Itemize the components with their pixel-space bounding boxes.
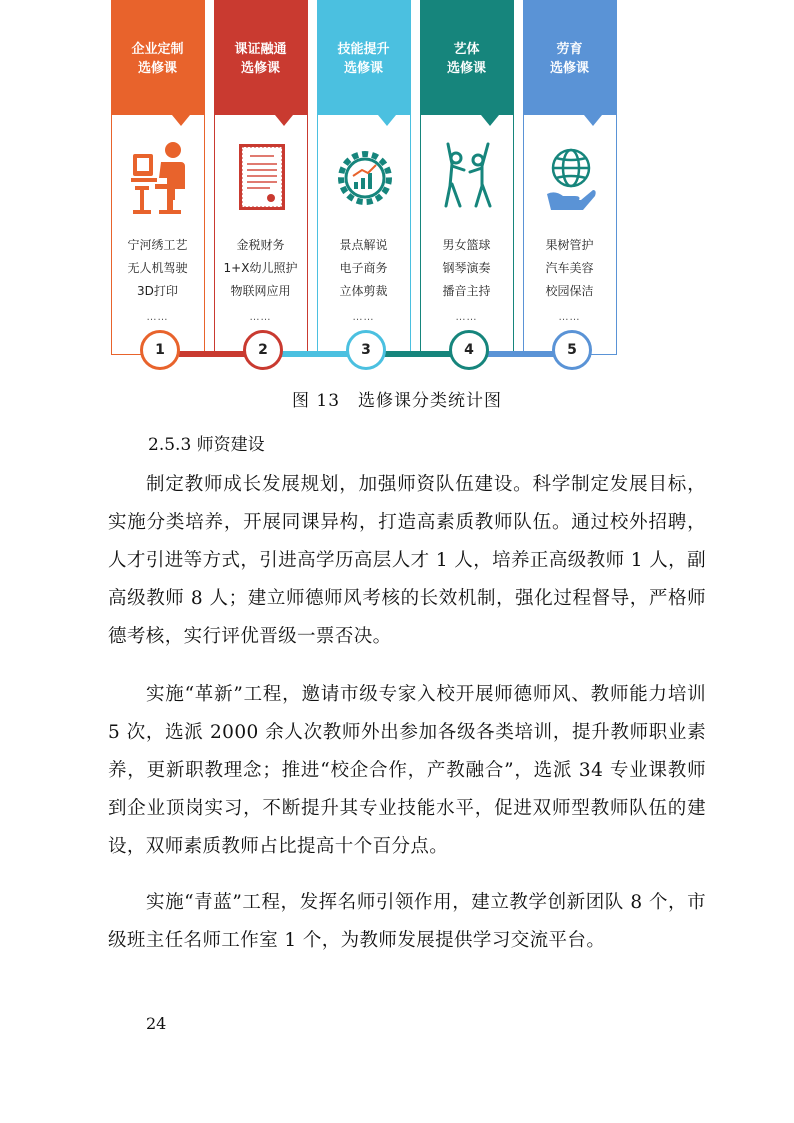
course-number-timeline (111, 330, 617, 380)
certificate-document-icon (232, 140, 292, 222)
card-notch (481, 115, 499, 126)
list-item: 播音主持 (442, 284, 491, 298)
section-heading: 2.5.3 师资建设 (148, 435, 265, 455)
body-paragraph: 实施“革新”工程，邀请市级专家入校开展师德师风、教师能力培训 5 次，选派 2000 余人次教师外出参加各级各类培训，提升教师职业素养，更新职教理念；推进“校企合作，产教融合”，选派 34 专业课教师到企业顶岗实习，不断提升其专业技能水平，促进双师型教师队伍的建设，双师素质教师占比提高十个百分点。 (108, 684, 706, 857)
course-card-enterprise (111, 0, 205, 355)
list-item: 汽车美容 (545, 261, 594, 275)
course-card-skills (317, 0, 411, 355)
card-header (420, 0, 514, 115)
worker-at-computer-icon (129, 140, 189, 222)
more-ellipsis: …… (352, 312, 375, 323)
list-item: 钢琴演奏 (442, 261, 491, 275)
more-ellipsis: …… (558, 312, 581, 323)
card-subtitle: 选修课 (240, 61, 280, 76)
card-subtitle: 选修课 (137, 61, 177, 76)
list-item: 3D打印 (137, 284, 178, 298)
card-title: 艺体 (453, 42, 480, 57)
card-title: 技能提升 (337, 42, 390, 57)
card-title: 课证融通 (234, 42, 287, 57)
step-number: 5 (552, 330, 592, 370)
card-subtitle: 选修课 (446, 61, 486, 76)
card-subtitle: 选修课 (549, 61, 589, 76)
list-item: 校园保洁 (545, 284, 594, 298)
body-paragraph: 制定教师成长发展规划，加强师资队伍建设。科学制定发展目标，实施分类培养，开展同课异构，打造高素质教师队伍。通过校外招聘，人才引进等方式，引进高学历高层人才 1 人，培养正高级教师 1 人，副高级教师 8 人；建立师德师风考核的长效机制，强化过程督导，严格师德考核，实行评优晋级一票否决。 (108, 474, 706, 647)
more-ellipsis: …… (455, 312, 478, 323)
list-item: 男女篮球 (442, 238, 491, 252)
list-item: 无人机驾驶 (127, 261, 188, 275)
step-number: 3 (346, 330, 386, 370)
step-number: 4 (449, 330, 489, 370)
card-notch (275, 115, 293, 126)
page-number: 24 (146, 1014, 167, 1033)
card-header (111, 0, 205, 115)
step-number: 1 (140, 330, 180, 370)
card-header (317, 0, 411, 115)
elective-course-infographic (111, 0, 617, 360)
card-header (523, 0, 617, 115)
step-number: 2 (243, 330, 283, 370)
figure-caption: 图 13 选修课分类统计图 (291, 391, 503, 411)
more-ellipsis: …… (249, 312, 272, 323)
course-card-certificate (214, 0, 308, 355)
card-title: 企业定制 (131, 42, 184, 57)
course-list (215, 234, 306, 303)
course-list (421, 234, 512, 303)
course-list (112, 234, 203, 303)
list-item: 1+X幼儿照护 (223, 261, 298, 275)
list-item: 电子商务 (339, 261, 388, 275)
globe-in-hand-icon (541, 140, 601, 222)
course-card-labor (523, 0, 617, 355)
body-paragraph: 实施“青蓝”工程，发挥名师引领作用，建立教学创新团队 8 个，市级班主任名师工作室 1 个，为教师发展提供学习交流平台。 (108, 892, 706, 951)
list-item: 果树管护 (545, 238, 594, 252)
card-notch (584, 115, 602, 126)
card-title: 劳育 (556, 42, 583, 57)
list-item: 景点解说 (339, 238, 388, 252)
list-item: 物联网应用 (230, 284, 291, 298)
card-subtitle: 选修课 (343, 61, 383, 76)
card-header (214, 0, 308, 115)
course-list (524, 234, 615, 303)
more-ellipsis: …… (146, 312, 169, 323)
list-item: 宁河绣工艺 (127, 238, 188, 252)
people-cheering-icon (438, 140, 498, 222)
course-list (318, 234, 409, 303)
card-notch (378, 115, 396, 126)
course-card-arts-sports (420, 0, 514, 355)
gear-growth-chart-icon (335, 140, 395, 222)
card-notch (172, 115, 190, 126)
list-item: 立体剪裁 (339, 284, 388, 298)
list-item: 金税财务 (236, 238, 285, 252)
